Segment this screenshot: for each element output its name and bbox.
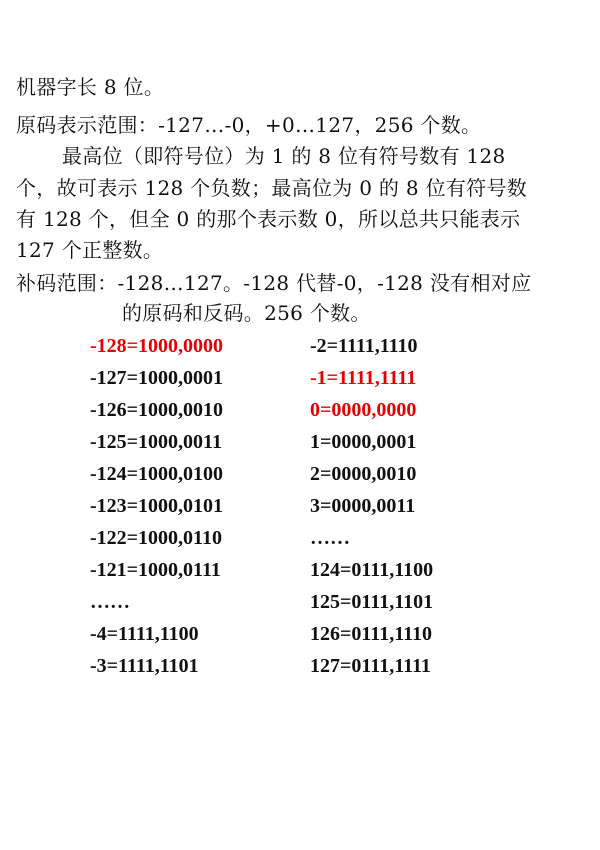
explanation-line-1: 最高位（即符号位）为 1 的 8 位有符号数有 128	[62, 144, 506, 168]
table-cell-right: -2=1111,1110	[310, 335, 418, 357]
table-cell-left: -122=1000,0110	[90, 527, 222, 549]
table-row	[90, 618, 510, 650]
table-row	[90, 330, 510, 362]
table-row	[90, 554, 510, 586]
code-table	[90, 330, 510, 682]
table-row	[90, 490, 510, 522]
original-code-range-line: 原码表示范围：-127…-0，+0…127，256 个数。	[16, 113, 482, 137]
table-cell-left: -126=1000,0010	[90, 399, 224, 421]
table-cell-right: 0=0000,0000	[310, 399, 417, 421]
table-cell-left: -123=1000,0101	[90, 495, 224, 517]
explanation-line-4: 127 个正整数。	[16, 238, 164, 262]
table-cell-left: -121=1000,0111	[90, 559, 221, 581]
table-cell-right: 1=0000,0001	[310, 431, 417, 453]
table-cell-right: 126=0111,1110	[310, 623, 432, 645]
table-cell-left: -125=1000,0011	[90, 431, 222, 453]
table-row	[90, 650, 510, 682]
table-cell-right: 125=0111,1101	[310, 591, 434, 613]
table-cell-left: ……	[90, 591, 130, 613]
table-cell-right: 127=0111,1111	[310, 655, 431, 677]
table-row	[90, 394, 510, 426]
table-cell-left: -128=1000,0000	[90, 335, 224, 357]
table-cell-right: ……	[310, 527, 350, 549]
explanation-line-3: 有 128 个，但全 0 的那个表示数 0，所以总共只能表示	[16, 207, 521, 231]
table-row	[90, 362, 510, 394]
table-cell-left: -124=1000,0100	[90, 463, 224, 485]
table-row	[90, 586, 510, 618]
table-cell-right: 124=0111,1100	[310, 559, 434, 581]
table-cell-left: -4=1111,1100	[90, 623, 199, 645]
table-row	[90, 458, 510, 490]
complement-range-line-2: 的原码和反码。256 个数。	[122, 301, 371, 325]
table-row	[90, 426, 510, 458]
table-cell-left: -127=1000,0001	[90, 367, 224, 389]
complement-range-line-1: 补码范围：-128…127。-128 代替-0，-128 没有相对应	[16, 271, 532, 295]
table-cell-right: 3=0000,0011	[310, 495, 416, 517]
table-cell-left: -3=1111,1101	[90, 655, 199, 677]
table-row	[90, 522, 510, 554]
word-length-line: 机器字长 8 位。	[16, 75, 165, 99]
explanation-line-2: 个，故可表示 128 个负数；最高位为 0 的 8 位有符号数	[16, 176, 528, 200]
table-cell-right: 2=0000,0010	[310, 463, 417, 485]
table-cell-right: -1=1111,1111	[310, 367, 417, 389]
